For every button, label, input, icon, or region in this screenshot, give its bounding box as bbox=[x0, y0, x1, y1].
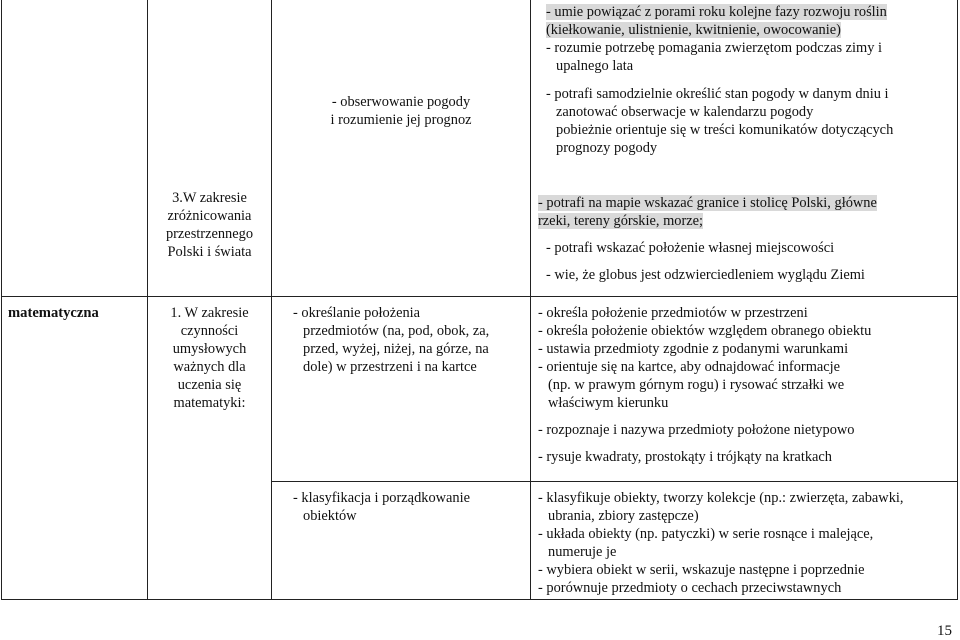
outcome-line: (np. w prawym górnym rogu) i rysować strzałki we bbox=[548, 377, 845, 393]
outcome-line: - określa położenie obiektów względem obranego obiektu bbox=[538, 323, 872, 339]
skill-line: - określanie położenia bbox=[293, 305, 421, 321]
area-line: czynności bbox=[180, 323, 239, 339]
skill-line: przedmiotów (na, pod, obok, za, bbox=[303, 323, 490, 339]
outcome-line: upalnego lata bbox=[556, 58, 634, 74]
skill-position bbox=[293, 304, 530, 376]
table-divider-1 bbox=[147, 0, 148, 600]
row-divider-math bbox=[1, 296, 958, 297]
outcome-line: - rozpoznaje i nazywa przedmioty położone nietypowo bbox=[538, 422, 855, 438]
subject-math: matematyczna bbox=[8, 305, 99, 321]
area-geography bbox=[148, 189, 271, 261]
skill-line: dole) w przestrzeni i na kartce bbox=[303, 359, 477, 375]
area-line: zróżnicowania bbox=[167, 208, 252, 224]
outcome-line: - umie powiązać z porami roku kolejne fazy rozwoju roślin bbox=[546, 4, 887, 20]
skill-line: obiektów bbox=[303, 508, 357, 524]
skill-weather bbox=[272, 93, 530, 129]
table-border-right bbox=[957, 0, 958, 600]
area-math bbox=[148, 304, 271, 412]
skill-classification bbox=[293, 489, 530, 525]
skill-line: - klasyfikacja i porządkowanie bbox=[293, 490, 471, 506]
table-divider-3 bbox=[530, 0, 531, 600]
outcome-line: - klasyfikuje obiekty, tworzy kolekcje (np.: zwierzęta, zabawki, bbox=[538, 490, 904, 506]
outcome-line: - potrafi samodzielnie określić stan pogody w danym dniu i bbox=[546, 86, 889, 102]
area-line: przestrzennego bbox=[165, 226, 254, 242]
area-line: 3.W zakresie bbox=[172, 190, 247, 206]
outcome-line: - wie, że globus jest odzwierciedleniem wyglądu Ziemi bbox=[546, 267, 865, 283]
outcome-line: ubrania, zbiory zastępcze) bbox=[548, 508, 699, 524]
area-line: 1. W zakresie bbox=[170, 305, 249, 321]
area-line: uczenia się bbox=[177, 377, 242, 393]
skill-weather-line: i rozumienie jej prognoz bbox=[330, 112, 472, 128]
area-line: ważnych dla bbox=[173, 359, 246, 375]
skill-weather-line: - obserwowanie pogody bbox=[331, 94, 471, 110]
outcomes-geography bbox=[538, 194, 956, 284]
outcome-line: - potrafi na mapie wskazać granice i stolicę Polski, główne bbox=[538, 195, 877, 211]
outcome-line: zanotować obserwacje w kalendarzu pogody bbox=[556, 104, 814, 120]
outcome-line: - potrafi wskazać położenie własnej miejscowości bbox=[546, 240, 835, 256]
outcome-line: - porównuje przedmioty o cechach przeciwstawnych bbox=[538, 580, 842, 596]
outcome-line: właściwym kierunku bbox=[548, 395, 669, 411]
table-divider-2 bbox=[271, 0, 272, 600]
outcomes-weather bbox=[546, 85, 956, 157]
table-border-left bbox=[1, 0, 2, 600]
outcome-line: - rozumie potrzebę pomagania zwierzętom podczas zimy i bbox=[546, 40, 883, 56]
area-line: umysłowych bbox=[172, 341, 247, 357]
outcomes-classification bbox=[538, 489, 956, 597]
outcome-line: - rysuje kwadraty, prostokąty i trójkąty na kratkach bbox=[538, 449, 832, 465]
outcome-line: - określa położenie przedmiotów w przestrzeni bbox=[538, 305, 808, 321]
outcome-line: numeruje je bbox=[548, 544, 617, 560]
outcome-line: rzeki, tereny górskie, morze; bbox=[538, 213, 704, 229]
row-divider-skill2 bbox=[271, 481, 958, 482]
outcome-line: - wybiera obiekt w serii, wskazuje następne i poprzednie bbox=[538, 562, 865, 578]
outcomes-seasons bbox=[546, 3, 956, 75]
outcome-line: - układa obiekty (np. patyczki) w serie rosnące i malejące, bbox=[538, 526, 874, 542]
outcomes-position bbox=[538, 304, 956, 466]
page-number: 15 bbox=[937, 623, 952, 639]
outcome-line: prognozy pogody bbox=[556, 140, 658, 156]
area-line: Polski i świata bbox=[167, 244, 252, 260]
outcome-line: - orientuje się na kartce, aby odnajdować informacje bbox=[538, 359, 841, 375]
outcome-line: (kiełkowanie, ulistnienie, kwitnienie, owocowanie) bbox=[546, 22, 841, 38]
area-line: matematyki: bbox=[173, 395, 246, 411]
skill-line: przed, wyżej, niżej, na górze, na bbox=[303, 341, 489, 357]
outcome-line: pobieżnie orientuje się w treści komunikatów dotyczących bbox=[556, 122, 894, 138]
table-border-bottom bbox=[1, 599, 958, 600]
outcome-line: - ustawia przedmioty zgodnie z podanymi warunkami bbox=[538, 341, 849, 357]
